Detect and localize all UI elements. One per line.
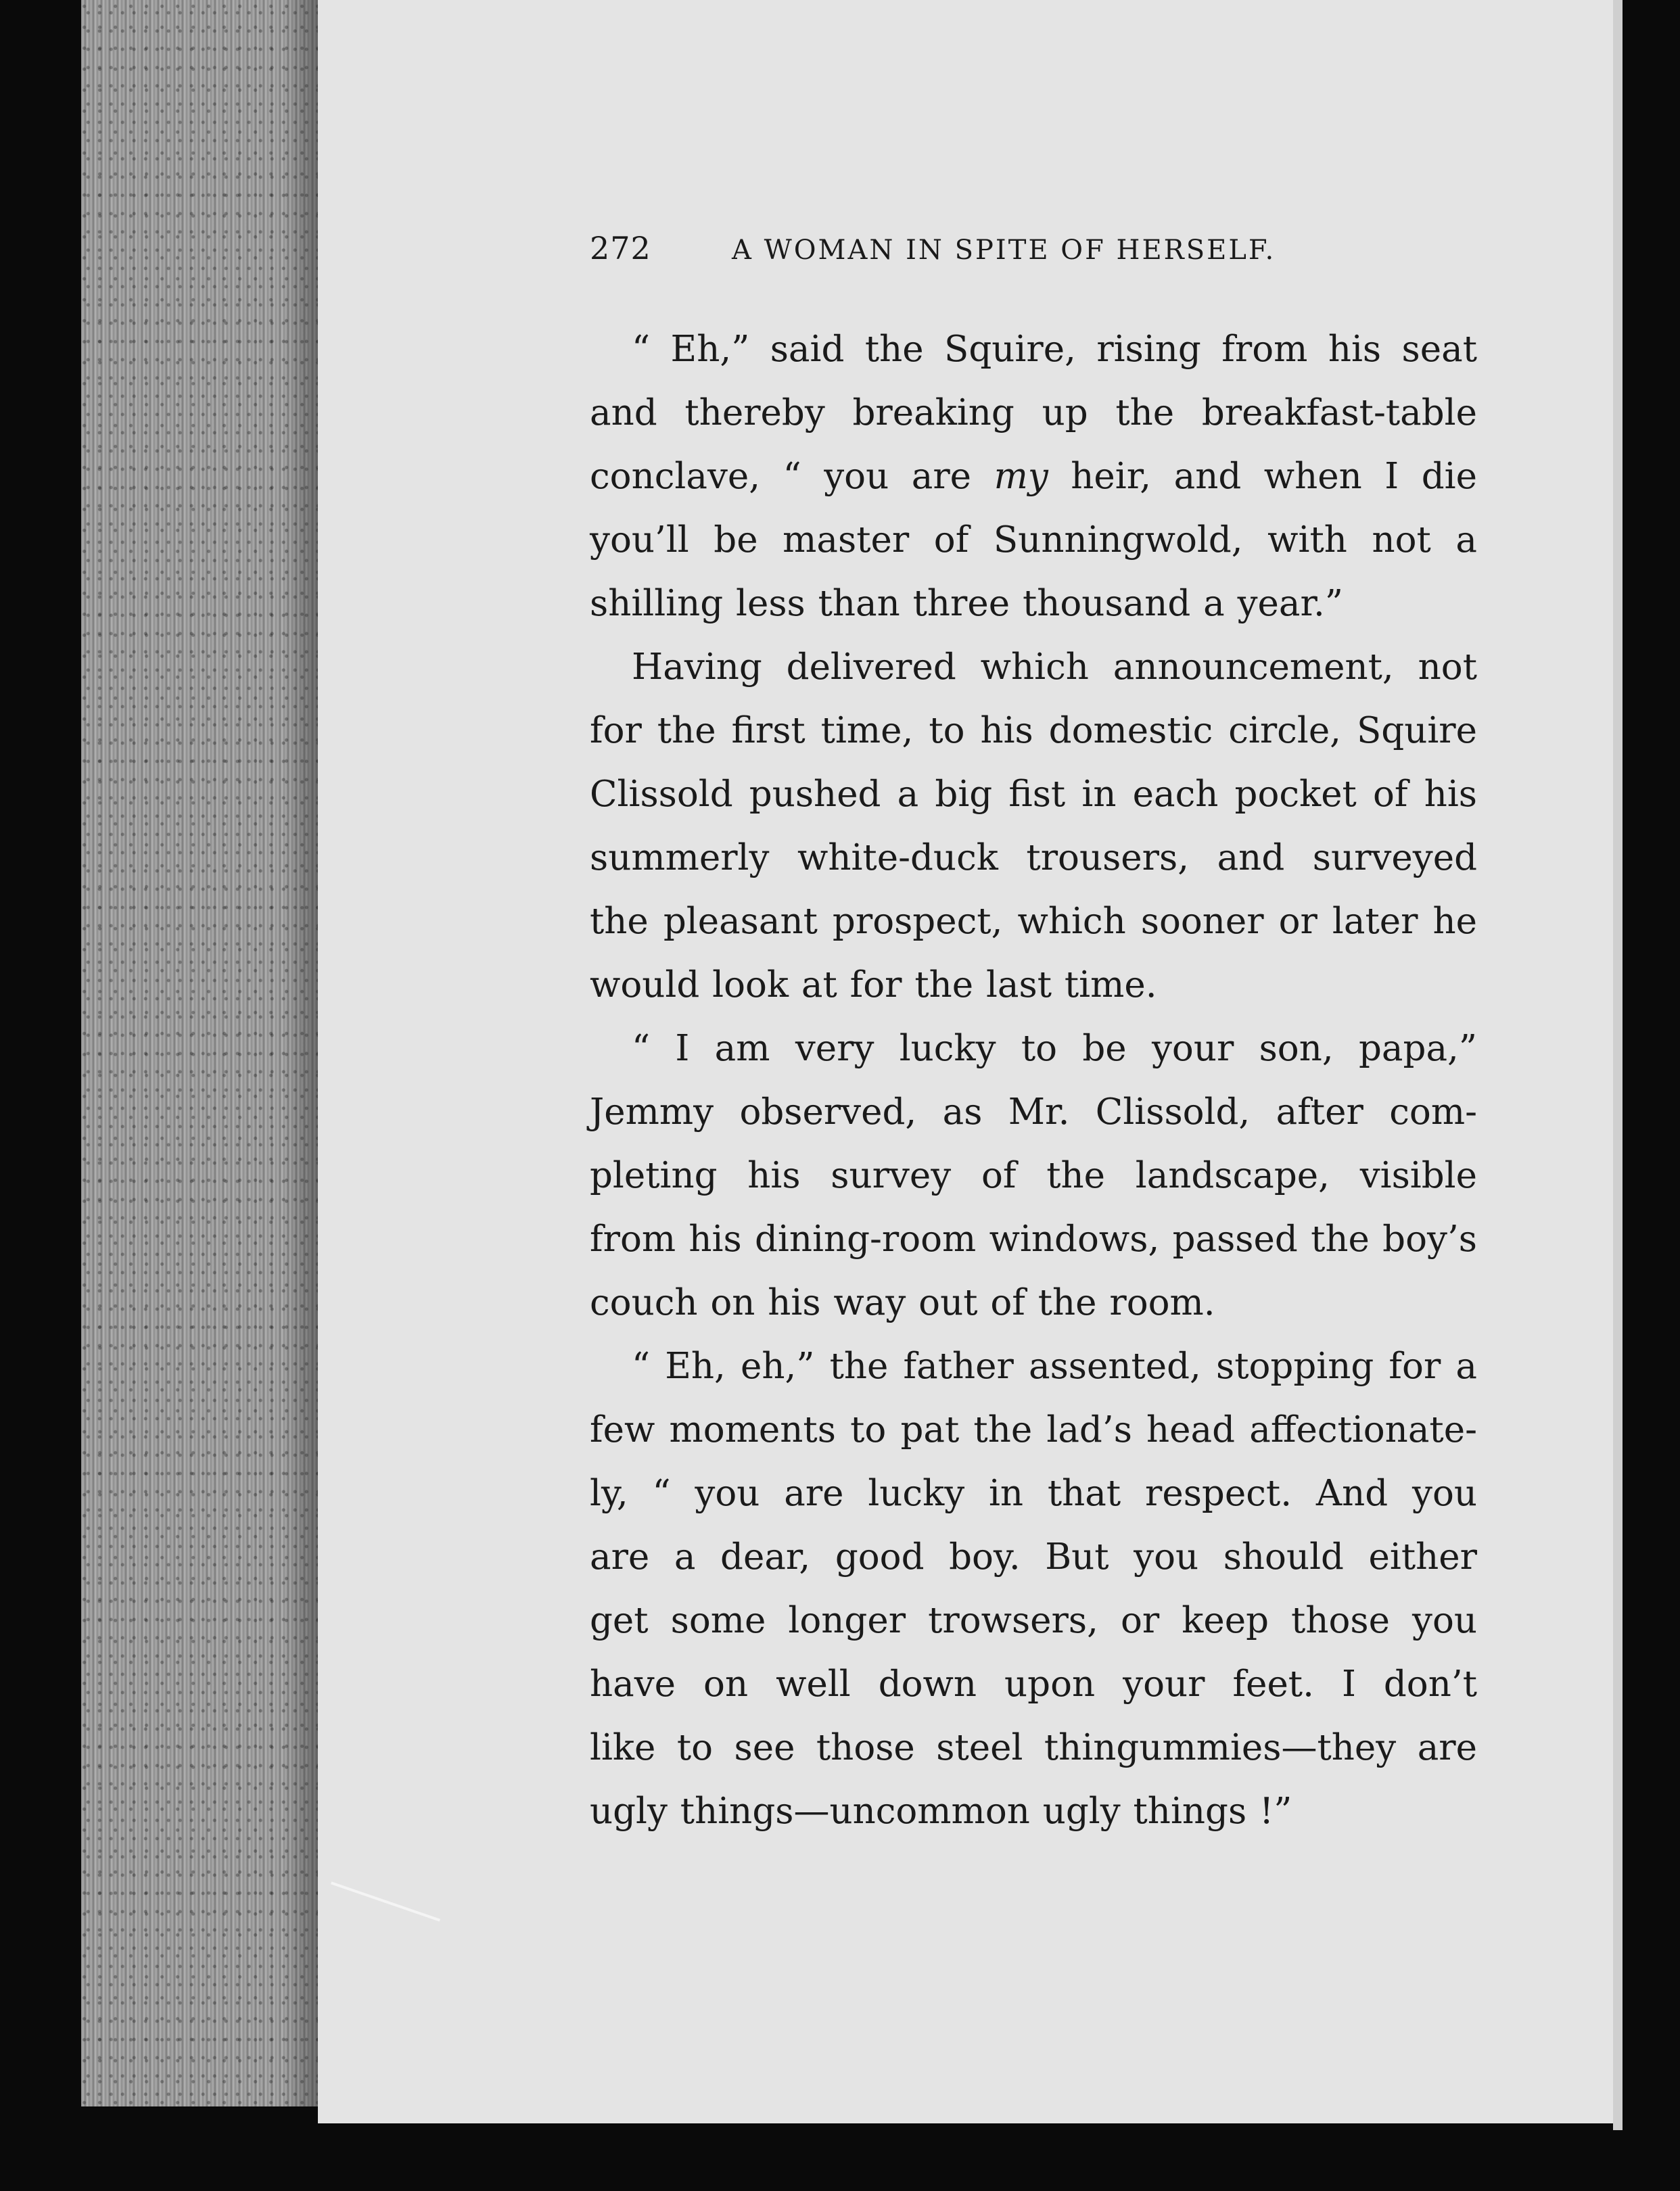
text-line: Having delivered which announcement, not xyxy=(632,646,1477,688)
text-line: few moments to pat the lad’s head affectionate- xyxy=(590,1409,1477,1451)
text-line: you’ll be master of Sunningwold, with not a xyxy=(590,519,1477,561)
text-line: “ Eh,” said the Squire, rising from his seat xyxy=(632,329,1477,370)
paragraph xyxy=(590,1335,1477,1843)
text-line: would look at for the last time. xyxy=(590,964,1157,1006)
running-head xyxy=(590,230,1477,270)
text-line: “ I am very lucky to be your son, papa,” xyxy=(632,1028,1477,1069)
paragraph xyxy=(590,318,1477,636)
text-line: ugly things—uncommon ugly things !” xyxy=(590,1791,1292,1832)
page-number: 272 xyxy=(590,230,651,266)
text-line: pleting his survey of the landscape, visible xyxy=(590,1155,1477,1196)
text-line: shilling less than three thousand a year.” xyxy=(590,583,1343,624)
text-line: are a dear, good boy. But you should either xyxy=(590,1536,1477,1578)
paragraph xyxy=(590,1017,1477,1335)
text-line: conclave, “ you are my heir, and when I die xyxy=(590,456,1477,497)
page-text-block xyxy=(590,230,1477,1843)
text-line: for the first time, to his domestic circle, Squire xyxy=(590,710,1477,751)
text-line: like to see those steel thingummies—they are xyxy=(590,1727,1477,1768)
facing-page-edge xyxy=(1613,0,1623,2130)
book-page-edges xyxy=(81,0,318,2106)
body-text xyxy=(590,318,1477,1843)
text-line: “ Eh, eh,” the father assented, stopping for a xyxy=(632,1346,1477,1387)
text-line: from his dining-room windows, passed the boy’s xyxy=(590,1219,1477,1260)
text-line: the pleasant prospect, which sooner or later he xyxy=(590,901,1477,942)
text-line: Jemmy observed, as Mr. Clissold, after com- xyxy=(590,1091,1477,1133)
text-line: couch on his way out of the room. xyxy=(590,1282,1215,1323)
text-line: Clissold pushed a big fist in each pocket of his xyxy=(590,774,1477,815)
paragraph xyxy=(590,636,1477,1017)
running-title: A WOMAN IN SPITE OF HERSELF. xyxy=(732,235,1276,266)
text-line: ly, “ you are lucky in that respect. And you xyxy=(590,1473,1477,1514)
text-line: have on well down upon your feet. I don’t xyxy=(590,1664,1477,1705)
text-line: get some longer trowsers, or keep those you xyxy=(590,1600,1477,1641)
text-line: summerly white-duck trousers, and surveyed xyxy=(590,837,1477,878)
text-line: and thereby breaking up the breakfast-table xyxy=(590,392,1477,433)
